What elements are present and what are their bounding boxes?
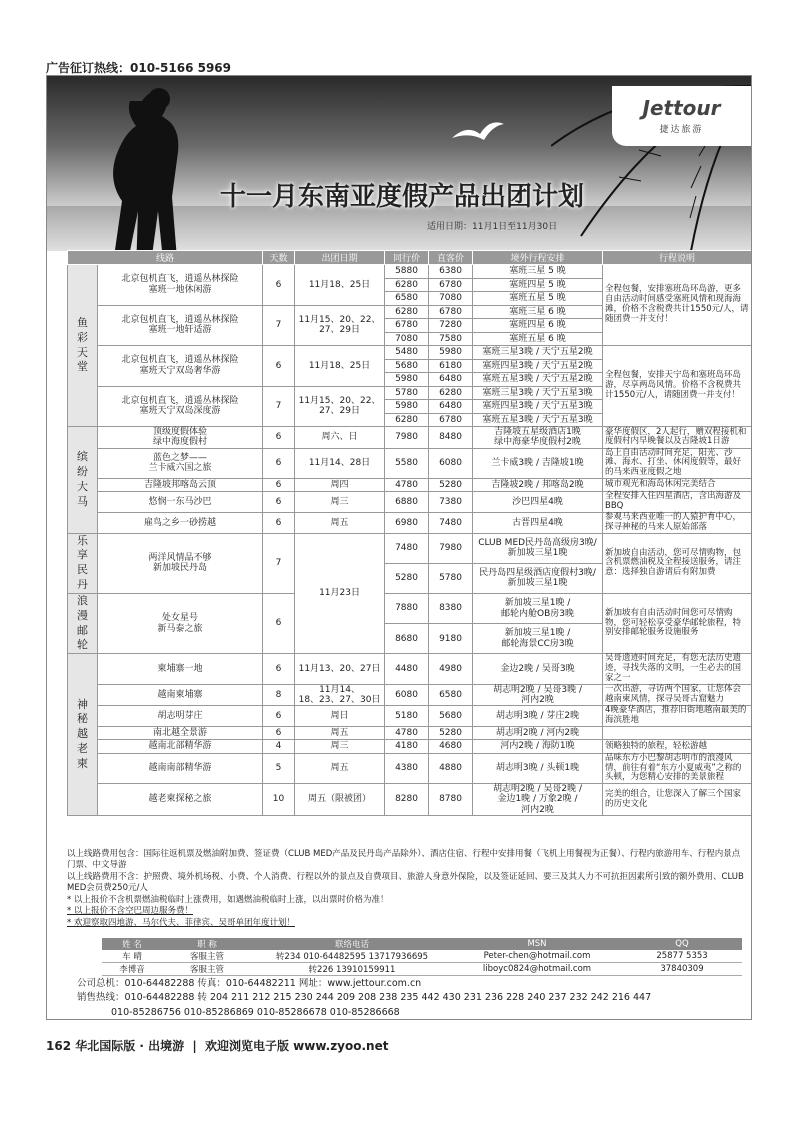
retail-price-cell: 6780 <box>429 278 473 292</box>
ad-frame <box>46 75 752 1020</box>
retail-price-cell: 6780 <box>429 413 473 427</box>
retail-price-cell: 6280 <box>429 386 473 400</box>
days-cell: 8 <box>263 684 295 706</box>
description-cell: 4晚豪华酒店，推荐旧街地越南最美的海滨胜地 <box>603 706 752 727</box>
contact-qq: 25877 5353 <box>622 950 742 963</box>
col-header: 行程说明 <box>603 251 752 265</box>
dates-cell: 周六、日 <box>295 427 385 449</box>
route-cell: 处女星号 新马泰之旅 <box>98 593 263 653</box>
trade-price-cell: 5180 <box>385 706 429 727</box>
itinerary-cell: 胡志明3晚 / 芽庄2晚 <box>473 706 603 727</box>
section-name: 华北国际版 · 出境游 <box>75 1039 185 1053</box>
contact-table <box>102 938 742 976</box>
days-cell: 7 <box>263 305 295 346</box>
table-row <box>68 726 752 740</box>
trade-price-cell: 5280 <box>385 563 429 593</box>
trade-price-cell: 6280 <box>385 413 429 427</box>
validity-dates: 适用日期：11月1日至11月30日 <box>427 222 558 232</box>
table-row <box>68 740 752 754</box>
itinerary-cell: 塞班三星 5 晚 <box>473 265 603 279</box>
trade-price-cell: 5780 <box>385 386 429 400</box>
trade-price-cell: 6880 <box>385 492 429 513</box>
dates-cell: 周三 <box>295 492 385 513</box>
itinerary-cell: 塞班五星 5 晚 <box>473 292 603 306</box>
contact-row <box>102 950 742 963</box>
retail-price-cell: 6380 <box>429 265 473 279</box>
trade-price-cell: 6780 <box>385 319 429 333</box>
retail-price-cell: 4980 <box>429 654 473 684</box>
itinerary-cell: 塞班四星 5 晚 <box>473 278 603 292</box>
description-cell: 吴哥遗迹时间充足，有您无法历史遗迹，寻找失落的文明，一生必去的国家之一 <box>603 654 752 684</box>
itinerary-cell: 塞班五星3晚 / 天宁五星2晚 <box>473 373 603 387</box>
retail-price-cell: 7580 <box>429 332 473 346</box>
route-cell: 北京包机直飞，逍遥丛林探险 塞班天宁双岛深度游 <box>98 386 263 427</box>
itinerary-cell: 古晋四星4晚 <box>473 513 603 534</box>
route-cell: 蓝色之梦—— 兰卡威六国之旅 <box>98 448 263 478</box>
description-cell: 全程包餐，安排天宁岛和塞班岛环岛游，尽享两岛风情。价格不含税费共计1550元/人，请随团费一并支付！ <box>603 346 752 427</box>
route-cell: 悠悯一东马沙巴 <box>98 492 263 513</box>
logo-wordmark: Jettour <box>642 96 721 120</box>
contact-title: 客服主管 <box>162 950 252 963</box>
retail-price-cell: 5780 <box>429 563 473 593</box>
note-service-fee: * 以上报价不含空巴周边服务费！ <box>67 906 193 917</box>
table-row <box>68 784 752 816</box>
sales-hotline: 销售热线：010-64482288 转 204 211 212 215 230 244 209 208 238 235 442 430 231 236 228 240 237 232 242 216 447 <box>77 992 652 1004</box>
company-info <box>77 977 651 1020</box>
days-cell: 6 <box>263 513 295 534</box>
retail-price-cell: 7380 <box>429 492 473 513</box>
contact-phone: 转226 13910159911 <box>252 963 452 976</box>
description-cell: 新加坡自由活动，您可尽情购物，包含机票燃油税及全程接送服务，请注意：选择独自游请后有附加费 <box>603 533 752 593</box>
retail-price-cell: 6480 <box>429 373 473 387</box>
days-cell: 6 <box>263 427 295 449</box>
description-cell: 一次出游，寻访两个国家，让您体会越南柬风情，探寻吴哥古窟魅力 <box>603 684 752 706</box>
category-cell: 神 秘 越 老 柬 <box>68 654 98 816</box>
retail-price-cell: 5280 <box>429 478 473 492</box>
days-cell: 7 <box>263 386 295 427</box>
description-cell: 豪华度假区，2人起行，赠双程接机和度假村内早晚餐以及吉隆坡1日游 <box>603 427 752 449</box>
itinerary-cell: 胡志明2晚 / 吴哥3晚 / 河内2晚 <box>473 684 603 706</box>
table-row <box>68 753 752 783</box>
page-footer <box>46 1037 388 1054</box>
trade-price-cell: 6580 <box>385 292 429 306</box>
description-cell: 领略独特的旅程，轻松游越 <box>603 740 752 754</box>
contact-row <box>102 963 742 976</box>
contact-msn: liboyc0824@hotmail.com <box>452 963 622 976</box>
trade-price-cell: 4380 <box>385 753 429 783</box>
dates-cell: 11月15、20、22、 27、29日 <box>295 305 385 346</box>
dates-cell: 11月18、25日 <box>295 265 385 306</box>
itinerary-cell: 塞班三星3晚 / 天宁五星3晚 <box>473 386 603 400</box>
itinerary-cell: 胡志明2晚 / 吴哥2晚 / 金边1晚 / 万象2晚 / 河内2晚 <box>473 784 603 816</box>
sales-phones: 010-85286756 010-85286869 010-85286678 010-85286668 <box>111 1006 400 1018</box>
ad-hotline: 广告征订热线：010-5166 5969 <box>46 61 232 75</box>
itinerary-cell: 塞班三星3晚 / 天宁五星2晚 <box>473 346 603 360</box>
days-cell: 6 <box>263 726 295 740</box>
route-cell: 越南北部精华游 <box>98 740 263 754</box>
category-cell: 乐 享 民 丹 <box>68 533 98 593</box>
retail-price-cell: 7080 <box>429 292 473 306</box>
dates-cell: 周五 <box>295 726 385 740</box>
contact-header-row <box>102 938 742 950</box>
retail-price-cell: 7480 <box>429 513 473 534</box>
note-included: 以上线路费用包含：国际往返机票及燃油附加费、签证费（CLUB MED产品及民丹岛产品除外）、酒店住宿、行程中安排用餐（飞机上用餐视为正餐）、行程内旅游用车、行程内景点门票、中文导游 <box>67 849 741 871</box>
dates-cell: 11月14、28日 <box>295 448 385 478</box>
col-header: 线路 <box>68 251 263 265</box>
footer-separator: | <box>192 1039 197 1053</box>
retail-price-cell: 6180 <box>429 359 473 373</box>
trade-price-cell: 7480 <box>385 533 429 563</box>
description-cell: 参观马来西亚唯一的人猿护育中心，探寻神秘的马来人原始部落 <box>603 513 752 534</box>
description-cell: 城市观光和海岛休闲完美结合 <box>603 478 752 492</box>
itinerary-cell: 河内2晚 / 海防1晚 <box>473 740 603 754</box>
note-fuel: * 以上报价不含机票燃油税临时上涨费用，如遇燃油税临时上涨，以出票时价格为准！ <box>67 894 389 905</box>
retail-price-cell: 4680 <box>429 740 473 754</box>
col-header: 直客价 <box>429 251 473 265</box>
route-cell: 胡志明芽庄 <box>98 706 263 727</box>
trade-price-cell: 4180 <box>385 740 429 754</box>
table-row <box>68 427 752 449</box>
contact-msn: Peter-chen@hotmail.com <box>452 950 622 963</box>
retail-price-cell: 6480 <box>429 400 473 414</box>
itinerary-cell: 民丹岛四星级酒店度假村3晚/新加坡三星1晚 <box>473 563 603 593</box>
days-cell: 6 <box>263 448 295 478</box>
table-row <box>68 513 752 534</box>
contact-col-header: MSN <box>452 938 622 950</box>
schedule-table <box>67 250 752 816</box>
contact-col-header: 姓 名 <box>102 938 162 950</box>
days-cell: 6 <box>263 346 295 387</box>
route-cell: 两洋风情品不够 新加坡民丹岛 <box>98 533 263 593</box>
trade-price-cell: 8680 <box>385 624 429 654</box>
itinerary-cell: 沙巴四星4晚 <box>473 492 603 513</box>
company-switchboard: 公司总机：010-64482288 传真：010-64482211 网址：www.jettour.com.cn <box>77 978 422 989</box>
notes <box>67 849 747 929</box>
retail-price-cell: 5980 <box>429 346 473 360</box>
days-cell: 5 <box>263 753 295 783</box>
col-header: 境外行程安排 <box>473 251 603 265</box>
itinerary-cell: 金边2晚 / 吴哥3晚 <box>473 654 603 684</box>
retail-price-cell: 8480 <box>429 427 473 449</box>
itinerary-cell: CLUB MED民丹岛高级房3晚/新加坡三星1晚 <box>473 533 603 563</box>
table-row <box>68 346 752 360</box>
route-cell: 北京包机直飞，逍遥丛林探险 塞班天宁双岛奢华游 <box>98 346 263 387</box>
description-cell: 完美的组合，让您深入了解三个国家的历史文化 <box>603 784 752 816</box>
itinerary-cell: 塞班五星3晚 / 天宁五星3晚 <box>473 413 603 427</box>
dates-cell: 周日 <box>295 706 385 727</box>
dates-cell: 周四 <box>295 478 385 492</box>
dates-cell: 11月13、20、27日 <box>295 654 385 684</box>
trade-price-cell: 5980 <box>385 400 429 414</box>
description-cell: 新加坡有自由活动时间您可尽情购物，您可轻松享受豪华邮轮旅程，特别安排邮轮服务设施服务 <box>603 593 752 653</box>
route-cell: 越南南部精华游 <box>98 753 263 783</box>
itinerary-cell: 兰卡威3晚 / 吉隆坡1晚 <box>473 448 603 478</box>
page-number: 162 <box>46 1039 72 1053</box>
category-cell: 浪 漫 邮 轮 <box>68 593 98 653</box>
contact-phone: 转234 010-64482595 13717936695 <box>252 950 452 963</box>
page-title: 十一月东南亚度假产品出团计划 <box>219 182 584 212</box>
category-cell: 鱼 彩 天 堂 <box>68 265 98 427</box>
category-cell: 缤 纷 大 马 <box>68 427 98 534</box>
days-cell: 6 <box>263 492 295 513</box>
col-header: 天数 <box>263 251 295 265</box>
itinerary-cell: 胡志明3晚 / 头顿1晚 <box>473 753 603 783</box>
route-cell: 越老柬探秘之旅 <box>98 784 263 816</box>
trade-price-cell: 6280 <box>385 278 429 292</box>
table-row <box>68 265 752 279</box>
route-cell: 柬埔寨一地 <box>98 654 263 684</box>
itinerary-cell: 胡志明2晚 / 河内2晚 <box>473 726 603 740</box>
footer-url: www.zyoo.net <box>293 1039 389 1053</box>
table-row <box>68 533 752 563</box>
days-cell: 6 <box>263 706 295 727</box>
retail-price-cell: 6080 <box>429 448 473 478</box>
days-cell: 7 <box>263 533 295 593</box>
trade-price-cell: 5680 <box>385 359 429 373</box>
trade-price-cell: 6980 <box>385 513 429 534</box>
itinerary-cell: 塞班四星 6 晚 <box>473 319 603 333</box>
days-cell: 6 <box>263 654 295 684</box>
route-cell: 顶级度假体验 绿中海度假村 <box>98 427 263 449</box>
description-cell: 岛上自由活动时间充足，阳光、沙滩、海水、打坐、休闲度假等，最好的马来西亚度假之地 <box>603 448 752 478</box>
logo-subtitle: 捷达旅游 <box>659 125 704 135</box>
contact-col-header: QQ <box>622 938 742 950</box>
col-header: 同行价 <box>385 251 429 265</box>
banner <box>47 76 751 251</box>
days-cell: 6 <box>263 265 295 306</box>
note-excluded: 以上线路费用不含：护照费、境外机场税、小费、个人消费、行程以外的景点及自费项目、旅游人身意外保险，以及签证延回、要三及其人力不可抗拒因素所引致的额外费用、CLUB MED会员费250元/人 <box>67 871 744 894</box>
table-row <box>68 654 752 684</box>
dates-cell: 11月18、25日 <box>295 346 385 387</box>
dates-cell: 周五 <box>295 513 385 534</box>
retail-price-cell: 5280 <box>429 726 473 740</box>
dates-cell: 周五 <box>295 753 385 783</box>
route-cell: 越南柬埔寨 <box>98 684 263 706</box>
dates-cell: 11月23日 <box>295 533 385 654</box>
table-row <box>68 478 752 492</box>
route-cell: 雇鸟之乡一砂捞越 <box>98 513 263 534</box>
table-row <box>68 706 752 727</box>
table-header-row <box>68 251 752 265</box>
contact-name: 车 晴 <box>102 950 162 963</box>
retail-price-cell: 6780 <box>429 305 473 319</box>
table-row <box>68 684 752 706</box>
note-group-plan: * 欢迎察取四地游、马尔代夫、菲律宾、吴哥单团年度计划！ <box>67 917 295 928</box>
itinerary-cell: 塞班四星3晚 / 天宁五星2晚 <box>473 359 603 373</box>
trade-price-cell: 5980 <box>385 373 429 387</box>
itinerary-cell: 新加坡三星1晚 / 邮轮海景CC房3晚 <box>473 624 603 654</box>
table-row <box>68 448 752 478</box>
trade-price-cell: 7980 <box>385 427 429 449</box>
trade-price-cell: 8280 <box>385 784 429 816</box>
trade-price-cell: 5480 <box>385 346 429 360</box>
itinerary-cell: 塞班四星3晚 / 天宁五星3晚 <box>473 400 603 414</box>
schedule-body <box>68 265 752 816</box>
dates-cell: 周五（限被团） <box>295 784 385 816</box>
route-cell: 北京包机直飞，逍遥丛林探险 塞班一地休闲游 <box>98 265 263 306</box>
bird-icon <box>447 116 507 146</box>
dates-cell: 周三 <box>295 740 385 754</box>
description-cell: 全程安排入住四星酒店，含出海游及BBQ <box>603 492 752 513</box>
trade-price-cell: 4480 <box>385 654 429 684</box>
itinerary-cell: 吉隆坡2晚 / 邦喀岛2晚 <box>473 478 603 492</box>
footer-slogan: 欢迎浏览电子版 <box>204 1039 289 1053</box>
retail-price-cell: 9180 <box>429 624 473 654</box>
trade-price-cell: 6080 <box>385 684 429 706</box>
couple-silhouette-icon <box>87 81 207 251</box>
days-cell: 6 <box>263 478 295 492</box>
description-cell: 品味东方小巴黎胡志明市的浪漫风情，前往有着“东方小夏威夷”之称的头顿，为您精心安排的美景旅程 <box>603 753 752 783</box>
col-header: 出团日期 <box>295 251 385 265</box>
retail-price-cell: 7280 <box>429 319 473 333</box>
trade-price-cell: 4780 <box>385 726 429 740</box>
retail-price-cell: 4880 <box>429 753 473 783</box>
trade-price-cell: 5580 <box>385 448 429 478</box>
description-cell: 全程包餐，安排塞班岛环岛游，更多自由活动时间感受塞班风情和现海海滩，价格不含税费共计1550元/人，请随团费一并支付！ <box>603 265 752 346</box>
table-row <box>68 492 752 513</box>
contact-title: 客服主管 <box>162 963 252 976</box>
retail-price-cell: 5680 <box>429 706 473 727</box>
itinerary-cell: 塞班五星 6 晚 <box>473 332 603 346</box>
trade-price-cell: 4780 <box>385 478 429 492</box>
retail-price-cell: 8380 <box>429 593 473 623</box>
dates-cell: 11月14、 18、23、27、30日 <box>295 684 385 706</box>
contact-qq: 37840309 <box>622 963 742 976</box>
contact-col-header: 职 称 <box>162 938 252 950</box>
jettour-logo <box>612 86 751 146</box>
contact-col-header: 联络电话 <box>252 938 452 950</box>
trade-price-cell: 7880 <box>385 593 429 623</box>
retail-price-cell: 8780 <box>429 784 473 816</box>
contact-name: 李博音 <box>102 963 162 976</box>
itinerary-cell: 吉隆坡五星级酒店1晚 绿中海豪华度假村2晚 <box>473 427 603 449</box>
itinerary-cell: 塞班三星 6 晚 <box>473 305 603 319</box>
table-row <box>68 593 752 623</box>
retail-price-cell: 6580 <box>429 684 473 706</box>
days-cell: 10 <box>263 784 295 816</box>
trade-price-cell: 7080 <box>385 332 429 346</box>
days-cell: 6 <box>263 593 295 653</box>
days-cell: 4 <box>263 740 295 754</box>
route-cell: 北京包机直飞，逍遥丛林探险 塞班一地轩适游 <box>98 305 263 346</box>
route-cell: 南北越全景游 <box>98 726 263 740</box>
retail-price-cell: 7980 <box>429 533 473 563</box>
trade-price-cell: 5880 <box>385 265 429 279</box>
dates-cell: 11月15、20、22、 27、29日 <box>295 386 385 427</box>
itinerary-cell: 新加坡三星1晚 / 邮轮内舱OB房3晚 <box>473 593 603 623</box>
route-cell: 吉隆坡邦喀岛云顶 <box>98 478 263 492</box>
trade-price-cell: 6280 <box>385 305 429 319</box>
